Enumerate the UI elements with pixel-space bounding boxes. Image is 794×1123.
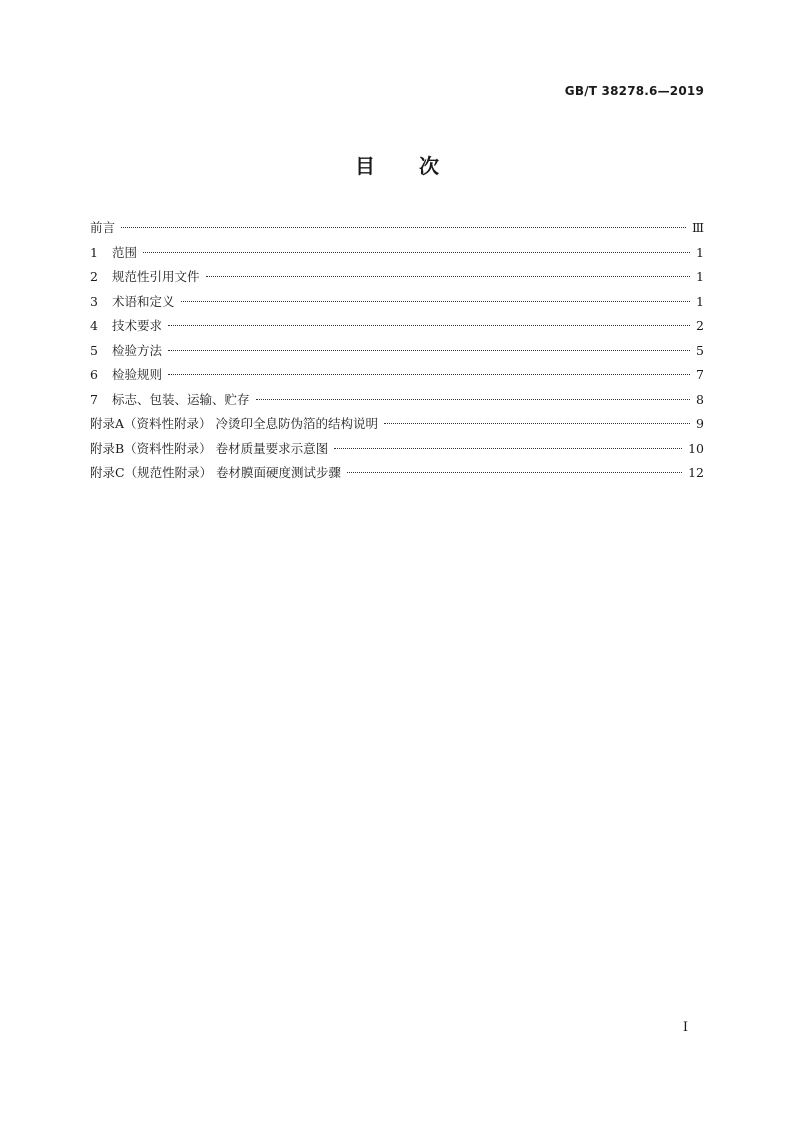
toc-leader-dots bbox=[143, 252, 690, 253]
toc-leader-dots bbox=[347, 472, 682, 473]
toc-entry-number: 2 bbox=[90, 269, 98, 284]
table-of-contents bbox=[90, 216, 704, 486]
toc-leader-dots bbox=[181, 301, 690, 302]
toc-entry-label: 标志、包装、运输、贮存 bbox=[112, 391, 250, 407]
toc-entry-number: 4 bbox=[90, 318, 98, 333]
toc-entry-page: 7 bbox=[696, 367, 704, 382]
toc-entry-annex-a[interactable] bbox=[90, 412, 704, 437]
toc-entry-page: Ⅲ bbox=[691, 220, 704, 235]
toc-entry-label: 检验方法 bbox=[112, 342, 163, 358]
toc-entry-page: 1 bbox=[696, 269, 704, 284]
toc-entry-terms-definitions[interactable] bbox=[90, 290, 704, 315]
toc-entry-label: 技术要求 bbox=[112, 318, 163, 333]
toc-entry-page: 5 bbox=[696, 342, 704, 358]
toc-entry-page: 9 bbox=[696, 416, 704, 431]
toc-entry-number: 3 bbox=[90, 293, 98, 309]
toc-entry-page: 8 bbox=[696, 391, 704, 407]
toc-entry-page: 10 bbox=[688, 440, 704, 456]
toc-entry-number: 6 bbox=[90, 367, 98, 382]
standard-number: GB/T 38278.6—2019 bbox=[564, 84, 704, 98]
toc-entry-label: 附录C（规范性附录） 卷材膜面硬度测试步骤 bbox=[90, 465, 342, 480]
toc-entry-label: 检验规则 bbox=[112, 367, 163, 382]
toc-entry-annex-c[interactable] bbox=[90, 461, 704, 486]
toc-leader-dots bbox=[121, 227, 686, 228]
toc-entry-page: 1 bbox=[696, 293, 704, 309]
toc-entry-inspection-rules[interactable] bbox=[90, 363, 704, 388]
toc-entry-normative-references[interactable] bbox=[90, 265, 704, 290]
toc-leader-dots bbox=[256, 399, 690, 400]
toc-entry-page: 1 bbox=[696, 244, 704, 260]
toc-entry-foreword[interactable] bbox=[90, 216, 704, 241]
toc-entry-page: 2 bbox=[696, 318, 704, 333]
page-number: I bbox=[682, 1020, 688, 1035]
toc-entry-scope[interactable] bbox=[90, 241, 704, 266]
toc-leader-dots bbox=[334, 448, 682, 449]
toc-entry-technical-requirements[interactable] bbox=[90, 314, 704, 339]
toc-leader-dots bbox=[168, 350, 690, 351]
toc-entry-label: 规范性引用文件 bbox=[112, 269, 200, 284]
toc-leader-dots bbox=[206, 276, 690, 277]
page-title: 目次 bbox=[355, 154, 483, 178]
toc-leader-dots bbox=[168, 325, 690, 326]
toc-entry-number: 7 bbox=[90, 391, 98, 407]
toc-entry-label: 前言 bbox=[90, 220, 116, 235]
toc-entry-number: 1 bbox=[90, 244, 98, 260]
toc-entry-label: 附录B（资料性附录） 卷材质量要求示意图 bbox=[90, 440, 329, 456]
toc-entry-marking-packaging[interactable] bbox=[90, 388, 704, 413]
toc-entry-label: 附录A（资料性附录） 冷烫印全息防伪箔的结构说明 bbox=[90, 416, 379, 431]
toc-leader-dots bbox=[168, 374, 690, 375]
toc-entry-label: 范围 bbox=[112, 244, 138, 260]
toc-entry-annex-b[interactable] bbox=[90, 437, 704, 462]
toc-entry-test-methods[interactable] bbox=[90, 339, 704, 364]
toc-entry-page: 12 bbox=[688, 465, 704, 480]
toc-entry-number: 5 bbox=[90, 342, 98, 358]
toc-entry-label: 术语和定义 bbox=[112, 293, 175, 309]
toc-leader-dots bbox=[384, 423, 690, 424]
